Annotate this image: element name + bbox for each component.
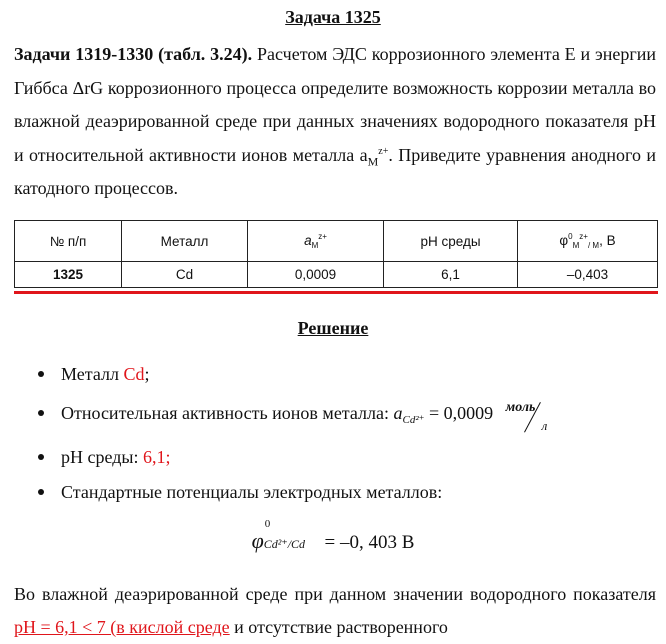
- cell-activity: 0,0009: [248, 262, 384, 288]
- bullet-metal: [38, 364, 150, 385]
- header-phi-tail: / M: [587, 241, 600, 250]
- cell-ph: 6,1: [384, 262, 518, 288]
- activity-sub: Cd²⁺: [402, 414, 425, 427]
- task-a-sup: z+: [378, 145, 389, 157]
- header-phi-sub: M: [572, 241, 580, 250]
- formula-phi-symbol: φ: [251, 528, 264, 553]
- bullet-ph-label: pH среды:: [61, 447, 139, 467]
- para-red-text: pH = 6,1 < 7 (в кислой среде: [14, 617, 230, 637]
- task-a-sub: M: [367, 154, 379, 169]
- bullet-dot-icon: [38, 454, 44, 460]
- formula-sup: 0: [264, 518, 271, 530]
- header-activity-sub: M: [311, 241, 319, 250]
- bullet-potentials-label: Стандартные потенциалы электродных металлов:: [61, 482, 443, 502]
- task-statement: [14, 38, 656, 206]
- bullet-potentials: [38, 482, 442, 503]
- solution-title: Решение: [297, 318, 369, 338]
- activity-unit: [505, 400, 560, 433]
- para-text-2: и отсутствие растворенного: [234, 617, 448, 637]
- red-divider-line: [14, 291, 658, 294]
- activity-unit-den: л: [541, 418, 548, 433]
- cell-potential: –0,403: [518, 262, 658, 288]
- activity-symbol: a: [393, 403, 403, 424]
- header-metal: Металл: [122, 221, 248, 262]
- header-phi-subsup: z+: [579, 232, 588, 241]
- header-activity: [248, 221, 384, 262]
- header-phi-unit: , В: [599, 233, 616, 248]
- header-potential: [518, 221, 658, 262]
- header-activity-sup: z+: [318, 232, 327, 241]
- task-text: Расчетом ЭДС коррозионного элемента Е и энергии Гиббса ΔrG коррозионного процесса определите возможность коррозии металла во влажной деаэрированной среде при данных значениях водородного показателя pH и относительной активности ионов металла a: [14, 44, 657, 165]
- formula-scripts: [263, 518, 320, 556]
- cell-number: 1325: [15, 262, 122, 288]
- header-activity-symbol: a: [304, 233, 312, 248]
- data-table: [14, 220, 658, 288]
- bullet-metal-tail: ;: [144, 364, 150, 384]
- bullet-ph-value: 6,1;: [143, 447, 171, 467]
- table-header-row: [15, 221, 658, 262]
- bullet-ph: [38, 447, 171, 468]
- header-phi-sup: 0: [568, 232, 573, 241]
- cell-metal: Cd: [122, 262, 248, 288]
- task-text-after: . Приведите уравнения анодного и катодного процессов.: [14, 144, 656, 198]
- task-bold-prefix: Задачи 1319-1330 (табл. 3.24).: [14, 44, 253, 64]
- bullet-metal-value: Cd: [123, 364, 145, 384]
- activity-value: = 0,0009: [428, 403, 494, 424]
- bullet-metal-label: Металл: [61, 364, 119, 384]
- header-ph: pH среды: [384, 221, 518, 262]
- header-phi-symbol: φ: [559, 233, 569, 248]
- para-text-1: Во влажной деаэрированной среде при данном значении водородного показателя: [14, 584, 656, 604]
- bullet-activity: [38, 400, 560, 433]
- task-title: Задача 1325: [285, 7, 381, 27]
- header-number: № п/п: [15, 221, 122, 262]
- bullet-activity-label: Относительная активность ионов металла:: [61, 403, 389, 424]
- formula-value: = –0, 403 В: [324, 532, 415, 553]
- table-row: [15, 262, 658, 288]
- conclusion-paragraph: [14, 578, 656, 644]
- bullet-dot-icon: [38, 371, 44, 377]
- standard-potential-formula: [0, 518, 666, 556]
- bullet-dot-icon: [38, 489, 44, 495]
- activity-unit-num: моль: [505, 400, 536, 415]
- data-table-wrapper: [14, 220, 658, 288]
- formula-sub: Cd²⁺/Cd: [263, 537, 306, 551]
- bullet-dot-icon: [38, 410, 44, 416]
